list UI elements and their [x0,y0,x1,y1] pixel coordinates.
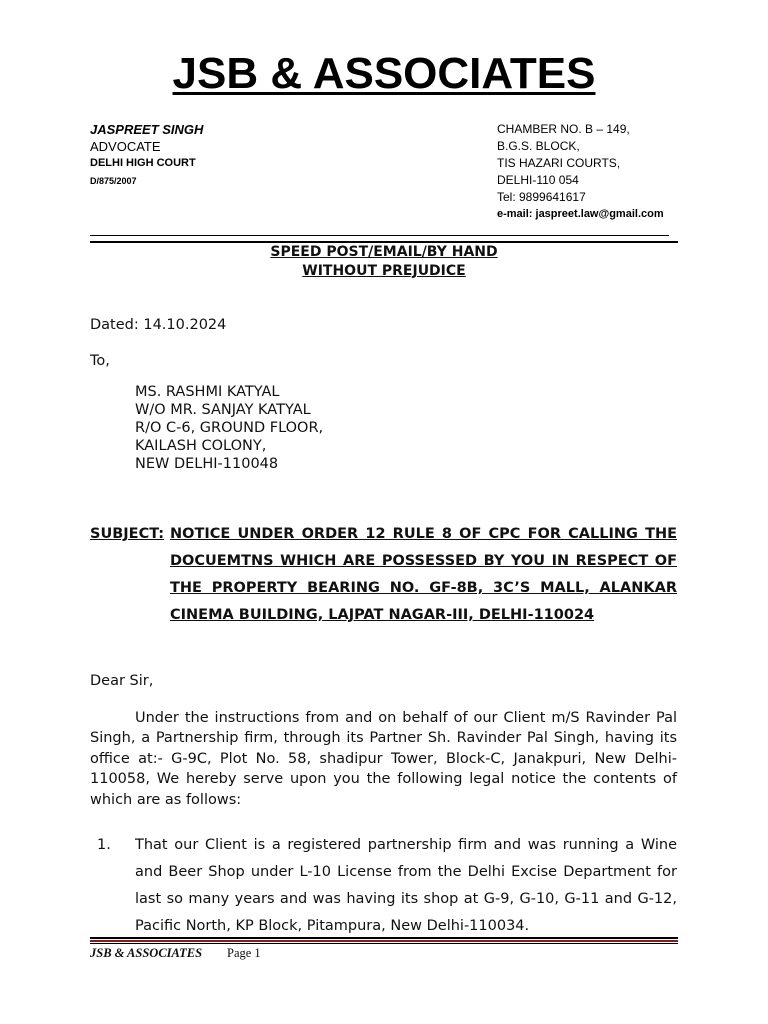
footer-page-number: Page 1 [227,946,261,960]
delivery-mode-heading: SPEED POST/EMAIL/BY HAND [270,244,498,260]
to-label: To, [90,353,110,369]
advocate-enrolment: D/875/2007 [90,176,137,186]
without-prejudice-heading: WITHOUT PREJUDICE [302,263,466,279]
letterhead-advocate-block [90,121,203,190]
intro-paragraph: Under the instructions from and on behalf of our Client m/S Ravinder Pal Singh, a Partnership firm, through its Partner Sh. Ravinder Pal Singh, having its office at:- G-9C, Plot No. 58, shadipur Tower, Block-C, Janakpuri, New Delhi-110058, We hereby serve upon you the following legal notice the contents of which are as follows: [90,710,677,808]
advocate-name: JASPREET SINGH [90,122,204,137]
addressee-line: R/O C-6, GROUND FLOOR, [135,420,324,436]
date-line: Dated: 14.10.2024 [90,317,227,333]
list-item-text: That our Client is a registered partnership firm and was running a Wine and Beer Shop under L-10 License from the Delhi Excise Department for last so many years and was having its shop at G-9, G-10, G-11 and G-12, Pacific North, KP Block, Pitampura, New Delhi-110034. [135,837,677,934]
telephone: Tel: 9899641617 [497,190,586,204]
subject-label: SUBJECT: [90,526,165,542]
addressee-line: W/O MR. SANJAY KATYAL [135,402,311,418]
advocate-court: DELHI HIGH COURT [90,157,196,169]
salutation: Dear Sir, [90,673,154,689]
address-line: DELHI-110 054 [497,173,579,187]
list-item-number: 1. [97,837,111,853]
addressee-line: KAILASH COLONY, [135,438,267,454]
letterhead-firm-name: JSB & ASSOCIATES [172,49,596,98]
footer-rule [90,937,678,939]
footer-firm-name: JSB & ASSOCIATES [90,946,203,960]
subject-text: NOTICE UNDER ORDER 12 RULE 8 OF CPC FOR CALLING THE DOCUEMTNS WHICH ARE POSSESSED BY YOU IN RESPECT OF THE PROPERTY BEARING NO. GF-8B, 3C’S MALL, ALANKAR CINEMA BUILDING, LAJPAT NAGAR-III, DELHI-110024 [170,526,677,623]
letterhead-address-block [497,121,664,223]
addressee-line: MS. RASHMI KATYAL [135,384,280,400]
address-line: TIS HAZARI COURTS, [497,156,621,170]
footer-rule-accent [90,940,678,942]
email-address: e-mail: jaspreet.law@gmail.com [497,208,664,220]
addressee-block [135,383,323,473]
advocate-role: ADVOCATE [90,139,161,154]
letterhead-divider-thin [90,235,669,236]
address-line: CHAMBER NO. B – 149, [497,122,630,136]
addressee-line: NEW DELHI-110048 [135,456,279,472]
address-line: B.G.S. BLOCK, [497,139,580,153]
